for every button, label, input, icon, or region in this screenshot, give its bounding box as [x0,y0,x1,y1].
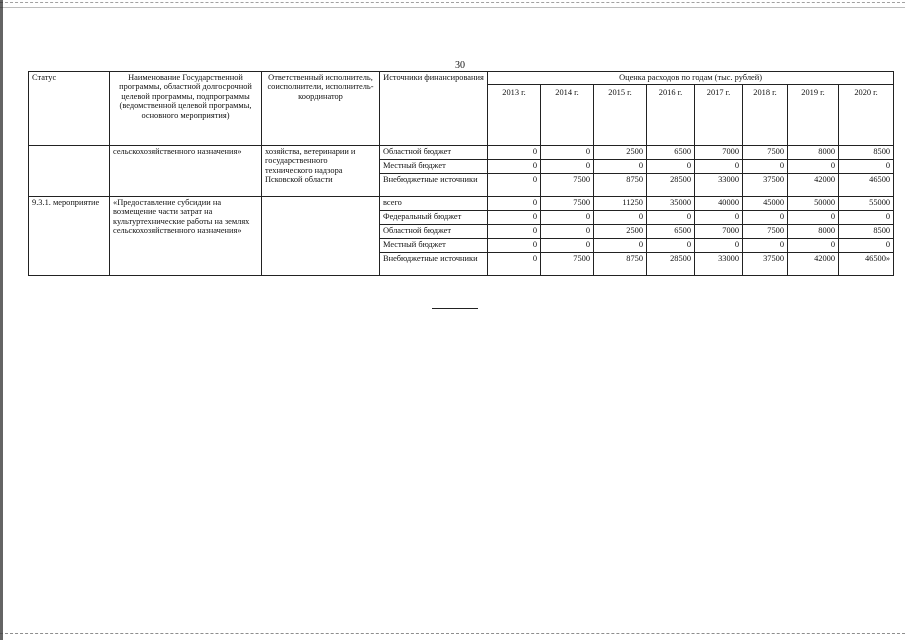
cell-value: 0 [743,160,788,174]
cell-value: 28500 [647,253,695,276]
table-row [29,146,894,160]
cell-value: 7500 [743,225,788,239]
cell-source: Областной бюджет [380,225,488,239]
header-sources: Источники финансирования [380,72,488,146]
cell-value: 42000 [788,253,839,276]
cell-status: 9.3.1. мероприятие [29,197,110,276]
cell-value: 37500 [743,253,788,276]
cell-value: 0 [839,211,894,225]
cell-value: 11250 [594,197,647,211]
cell-value: 37500 [743,174,788,197]
cell-source: Областной бюджет [380,146,488,160]
cell-executor: хозяйства, ветеринарии и государственного технического надзора Псковской области [262,146,380,197]
header-executor: Ответственный исполнитель, соисполнители, исполнитель-координатор [262,72,380,146]
scan-edge-top [0,2,905,8]
cell-value: 0 [488,160,541,174]
cell-value: 0 [594,239,647,253]
page-number: 30 [455,60,465,71]
cell-value: 2500 [594,146,647,160]
cell-value: 7500 [743,146,788,160]
header-year: 2016 г. [647,85,695,146]
cell-value: 0 [788,211,839,225]
cell-value: 0 [839,160,894,174]
cell-value: 0 [541,225,594,239]
cell-source: Федеральный бюджет [380,211,488,225]
cell-value: 0 [488,253,541,276]
cell-value: 7000 [695,225,743,239]
header-status: Статус [29,72,110,146]
cell-executor [262,197,380,276]
cell-value: 50000 [788,197,839,211]
cell-source: Местный бюджет [380,239,488,253]
cell-value: 8000 [788,225,839,239]
cell-value: 0 [488,211,541,225]
cell-value: 0 [488,225,541,239]
cell-value: 0 [788,160,839,174]
header-year: 2014 г. [541,85,594,146]
header-row-top [29,72,894,85]
cell-value: 0 [488,174,541,197]
cell-value: 0 [594,211,647,225]
cell-value: 8500 [839,225,894,239]
cell-value: 8000 [788,146,839,160]
cell-value: 0 [839,239,894,253]
cell-status [29,146,110,197]
cell-value: 0 [541,211,594,225]
cell-value: 46500» [839,253,894,276]
cell-value: 8750 [594,174,647,197]
cell-value: 0 [541,146,594,160]
cell-value: 0 [647,211,695,225]
cell-value: 0 [594,160,647,174]
cell-value: 45000 [743,197,788,211]
cell-value: 0 [695,211,743,225]
table-row [29,197,894,211]
cell-value: 8750 [594,253,647,276]
cell-value: 42000 [788,174,839,197]
scan-edge-left [0,0,3,640]
header-estimate: Оценка расходов по годам (тыс. рублей) [488,72,894,85]
cell-value: 0 [647,239,695,253]
cell-value: 46500 [839,174,894,197]
cell-value: 6500 [647,146,695,160]
cell-value: 28500 [647,174,695,197]
header-name: Наименование Государственной программы, областной долгосрочной целевой программы, подпрограммы (ведомственной целевой программы, основного мероприятия) [110,72,262,146]
scan-edge-bottom [0,633,905,637]
cell-value: 0 [788,239,839,253]
cell-value: 7500 [541,197,594,211]
cell-source: Внебюджетные источники [380,174,488,197]
cell-value: 6500 [647,225,695,239]
cell-value: 0 [695,160,743,174]
cell-value: 35000 [647,197,695,211]
end-of-table-divider [432,308,478,309]
expenditure-table [28,71,894,276]
cell-value: 0 [488,239,541,253]
cell-name: сельскохозяйственного назначения» [110,146,262,197]
header-year: 2019 г. [788,85,839,146]
cell-value: 0 [647,160,695,174]
cell-value: 2500 [594,225,647,239]
cell-source: Местный бюджет [380,160,488,174]
cell-value: 0 [541,239,594,253]
cell-value: 0 [488,197,541,211]
header-year: 2018 г. [743,85,788,146]
cell-value: 0 [488,146,541,160]
cell-value: 33000 [695,174,743,197]
cell-value: 0 [743,211,788,225]
cell-source: Внебюджетные источники [380,253,488,276]
cell-value: 8500 [839,146,894,160]
cell-value: 7500 [541,174,594,197]
cell-value: 0 [541,160,594,174]
cell-value: 7000 [695,146,743,160]
cell-value: 0 [695,239,743,253]
cell-value: 7500 [541,253,594,276]
cell-value: 33000 [695,253,743,276]
cell-name: «Предоставление субсидии на возмещение части затрат на культуртехнические работы на землях сельскохозяйственного назначения» [110,197,262,276]
cell-value: 55000 [839,197,894,211]
header-year: 2020 г. [839,85,894,146]
cell-value: 0 [743,239,788,253]
cell-source: всего [380,197,488,211]
header-year: 2013 г. [488,85,541,146]
header-year: 2017 г. [695,85,743,146]
header-year: 2015 г. [594,85,647,146]
cell-value: 40000 [695,197,743,211]
